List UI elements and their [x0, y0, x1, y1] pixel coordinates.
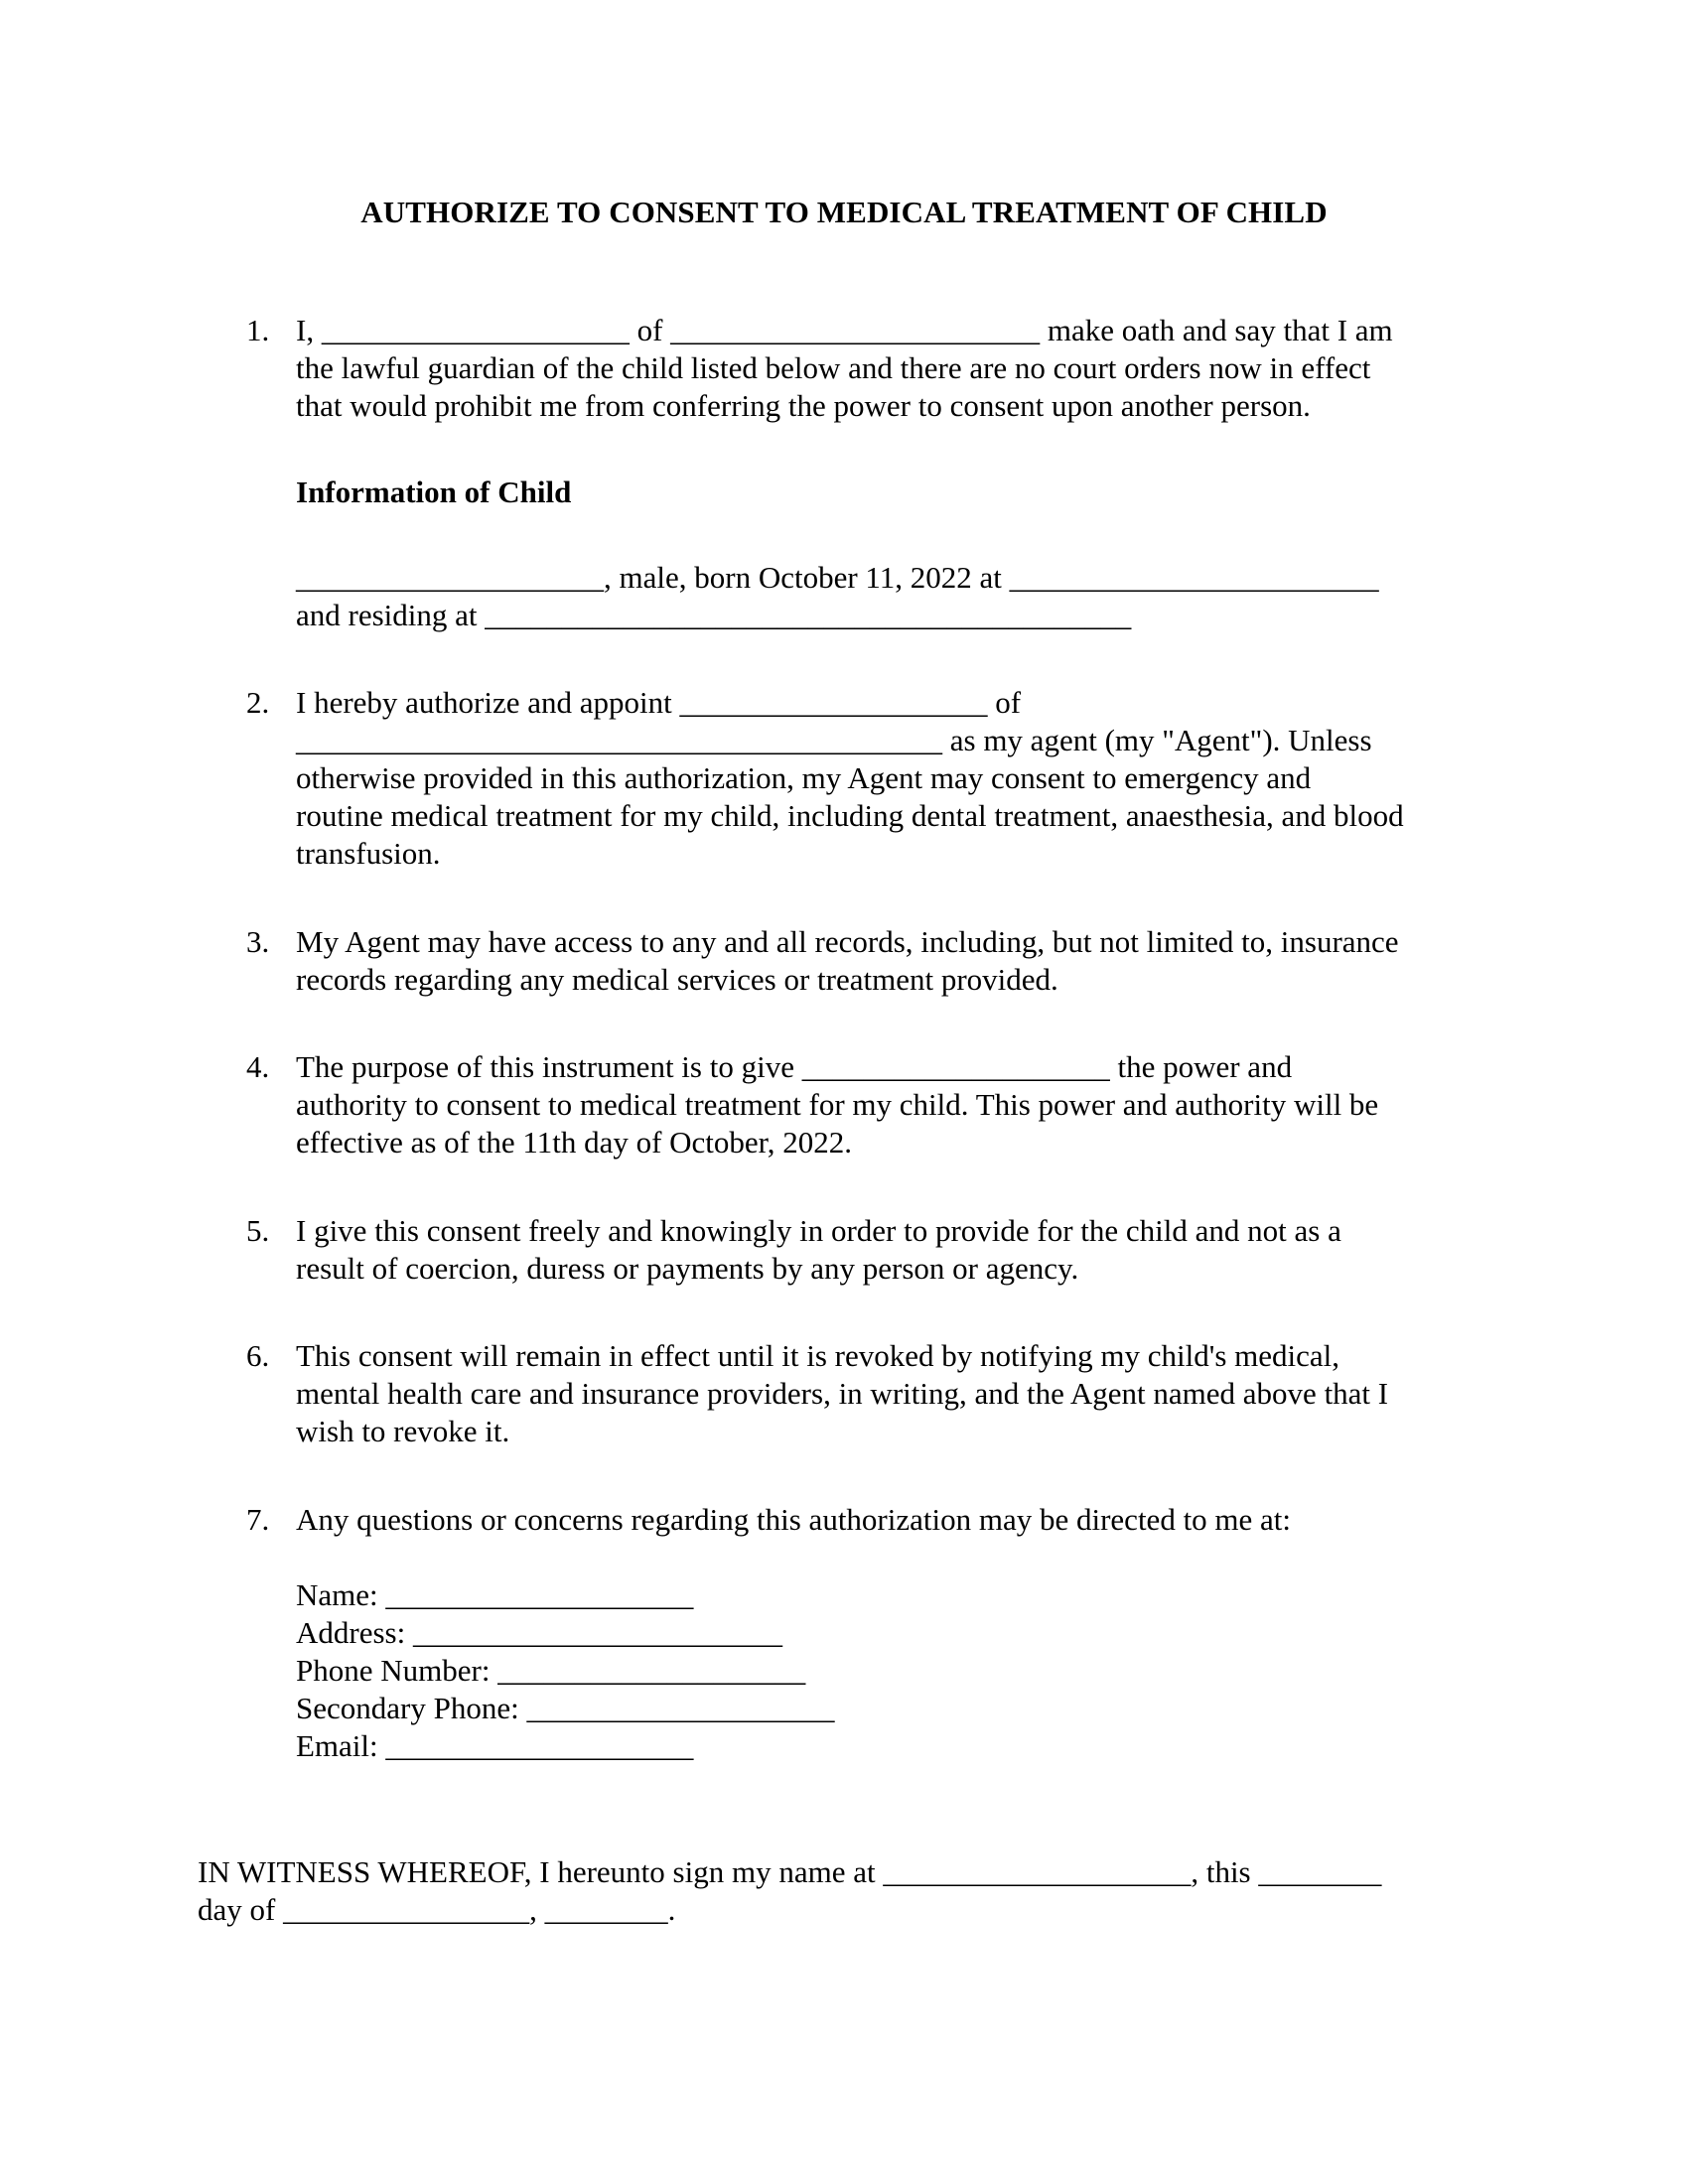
child-info-line: and residing at __________________________________________ [296, 598, 1132, 632]
item-line: wish to revoke it. [296, 1414, 510, 1448]
witness-line: day of ________________, ________. [198, 1892, 676, 1927]
item-number: 1. [246, 313, 270, 347]
item-text [296, 923, 1497, 999]
item-number: 3. [246, 924, 270, 959]
child-info-line: ____________________, male, born October 11, 2022 at ________________________ [296, 560, 1379, 595]
item-text [296, 1212, 1497, 1288]
item-line: otherwise provided in this authorization, my Agent may consent to emergency and [296, 760, 1312, 795]
item-line: I give this consent freely and knowingly in order to provide for the child and not as a [296, 1213, 1341, 1248]
contact-phone-line: Phone Number: ____________________ [296, 1653, 806, 1688]
item-number: 2. [246, 685, 270, 720]
contact-secondary-phone-line: Secondary Phone: ____________________ [296, 1691, 835, 1725]
item-number: 7. [246, 1502, 270, 1537]
item-line: authority to consent to medical treatment for my child. This power and authority will be [296, 1087, 1379, 1122]
contact-address-line: Address: ________________________ [296, 1615, 782, 1650]
item-text [296, 312, 1497, 425]
item-text [296, 1501, 1497, 1539]
item-number: 6. [246, 1338, 270, 1373]
document-title: AUTHORIZE TO CONSENT TO MEDICAL TREATMENT OF CHILD [360, 195, 1328, 229]
item-line: My Agent may have access to any and all records, including, but not limited to, insurance [296, 924, 1399, 959]
item-text [296, 1337, 1497, 1450]
contact-name-line: Name: ____________________ [296, 1577, 694, 1612]
item-line: The purpose of this instrument is to give ____________________ the power and [296, 1049, 1293, 1084]
contact-email-line: Email: ____________________ [296, 1728, 694, 1763]
item-line: This consent will remain in effect until it is revoked by notifying my child's medical, [296, 1338, 1340, 1373]
item-line: Any questions or concerns regarding this authorization may be directed to me at: [296, 1502, 1292, 1537]
witness-line: IN WITNESS WHEREOF, I hereunto sign my name at ____________________, this ________ [198, 1854, 1382, 1889]
item-line: transfusion. [296, 836, 441, 871]
item-line: records regarding any medical services or treatment provided. [296, 962, 1058, 997]
item-line: that would prohibit me from conferring the power to consent upon another person. [296, 388, 1311, 423]
item-line: routine medical treatment for my child, including dental treatment, anaesthesia, and blood [296, 798, 1404, 833]
witness-clause [198, 1853, 1498, 1929]
item-line: result of coercion, duress or payments by any person or agency. [296, 1251, 1079, 1286]
item-number: 5. [246, 1213, 270, 1248]
contact-block [296, 1576, 1497, 1765]
item-line: I, ____________________ of ________________________ make oath and say that I am [296, 313, 1393, 347]
item-text [296, 1048, 1497, 1161]
item-line: __________________________________________ as my agent (my "Agent"). Unless [296, 723, 1372, 757]
item-line: mental health care and insurance providers, in writing, and the Agent named above that I [296, 1376, 1389, 1411]
child-info-heading: Information of Child [296, 475, 572, 509]
item-text [296, 684, 1497, 873]
item-line: I hereby authorize and appoint ____________________ of [296, 685, 1022, 720]
item-line: effective as of the 11th day of October, 2022. [296, 1125, 853, 1160]
item-line: the lawful guardian of the child listed below and there are no court orders now in effect [296, 350, 1371, 385]
child-info-block [296, 559, 1497, 634]
item-number: 4. [246, 1049, 270, 1084]
